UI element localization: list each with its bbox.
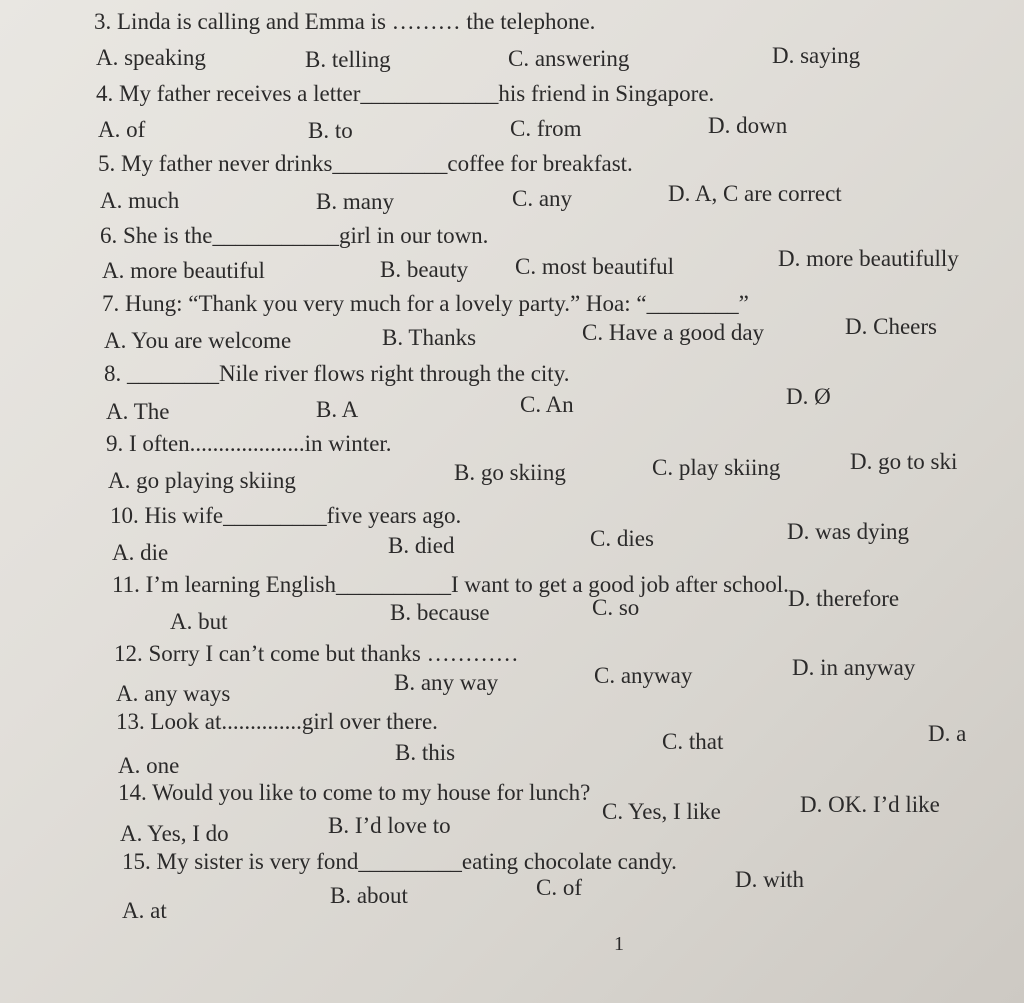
question-11-option-c: C. so bbox=[592, 595, 640, 620]
question-13-option-d: D. a bbox=[928, 721, 967, 746]
question-11-option-b: B. because bbox=[390, 600, 490, 625]
question-8-option-a: A. The bbox=[106, 399, 170, 424]
question-3-option-a: A. speaking bbox=[96, 45, 206, 70]
question-14-option-d: D. OK. I’d like bbox=[800, 792, 940, 817]
question-10-option-c: C. dies bbox=[590, 526, 654, 551]
question-7-stem: 7. Hung: “Thank you very much for a lovely party.” Hoa: “________” bbox=[102, 291, 749, 316]
question-15-option-d: D. with bbox=[735, 867, 804, 892]
question-14-option-a: A. Yes, I do bbox=[120, 821, 229, 846]
question-6-option-a: A. more beautiful bbox=[102, 258, 265, 283]
question-11-stem: 11. I’m learning English__________I want to get a good job after school. bbox=[112, 572, 789, 597]
question-12-stem: 12. Sorry I can’t come but thanks ………… bbox=[114, 641, 519, 666]
question-9-option-a: A. go playing skiing bbox=[108, 468, 296, 493]
question-10-option-a: A. die bbox=[112, 540, 169, 565]
question-12-option-b: B. any way bbox=[394, 670, 499, 695]
question-3-option-d: D. saying bbox=[772, 43, 861, 68]
question-10-stem: 10. His wife_________five years ago. bbox=[110, 503, 462, 528]
question-6-stem: 6. She is the___________girl in our town. bbox=[100, 223, 489, 248]
question-5-option-c: C. any bbox=[512, 186, 573, 211]
question-11-option-a: A. but bbox=[170, 609, 228, 634]
question-13-option-c: C. that bbox=[662, 729, 724, 754]
question-7-option-b: B. Thanks bbox=[382, 325, 477, 350]
page-number: 1 bbox=[614, 933, 624, 955]
question-3-stem: 3. Linda is calling and Emma is ……… the telephone. bbox=[94, 9, 596, 34]
question-8-option-c: C. An bbox=[520, 392, 574, 417]
question-4-option-c: C. from bbox=[510, 116, 582, 141]
question-4-option-b: B. to bbox=[308, 118, 353, 143]
question-4-option-d: D. down bbox=[708, 113, 788, 138]
question-6-option-d: D. more beautifully bbox=[778, 246, 959, 271]
question-14-option-b: B. I’d love to bbox=[328, 813, 451, 838]
question-9-option-b: B. go skiing bbox=[454, 460, 566, 485]
question-15-option-a: A. at bbox=[122, 898, 167, 923]
question-5-option-a: A. much bbox=[100, 188, 180, 213]
question-8-stem: 8. ________Nile river flows right through the city. bbox=[104, 361, 570, 386]
question-12-option-d: D. in anyway bbox=[792, 655, 916, 680]
question-3-option-b: B. telling bbox=[305, 47, 391, 72]
question-12-option-a: A. any ways bbox=[116, 681, 231, 706]
question-7-option-c: C. Have a good day bbox=[582, 320, 765, 345]
question-8-option-b: B. A bbox=[316, 397, 359, 422]
question-11-option-d: D. therefore bbox=[788, 586, 900, 611]
question-7-option-a: A. You are welcome bbox=[104, 328, 292, 353]
question-5-option-b: B. many bbox=[316, 189, 394, 214]
question-4-stem: 4. My father receives a letter____________his friend in Singapore. bbox=[96, 81, 715, 106]
question-13-option-b: B. this bbox=[395, 740, 456, 765]
question-5-stem: 5. My father never drinks__________coffee for breakfast. bbox=[98, 151, 633, 176]
question-13-stem: 13. Look at..............girl over there. bbox=[116, 709, 438, 734]
question-6-option-c: C. most beautiful bbox=[515, 254, 675, 279]
question-12-option-c: C. anyway bbox=[594, 663, 693, 688]
question-9-option-c: C. play skiing bbox=[652, 455, 781, 480]
question-6-option-b: B. beauty bbox=[380, 257, 469, 282]
question-14-option-c: C. Yes, I like bbox=[602, 799, 721, 824]
question-9-option-d: D. go to ski bbox=[850, 449, 958, 474]
question-15-stem: 15. My sister is very fond_________eating chocolate candy. bbox=[122, 849, 677, 874]
question-9-stem: 9. I often....................in winter. bbox=[106, 431, 392, 456]
question-10-option-b: B. died bbox=[388, 533, 455, 558]
question-15-option-c: C. of bbox=[536, 875, 582, 900]
question-3-option-c: C. answering bbox=[508, 46, 630, 71]
question-10-option-d: D. was dying bbox=[787, 519, 910, 544]
question-13-option-a: A. one bbox=[118, 753, 180, 778]
question-4-option-a: A. of bbox=[98, 117, 146, 142]
question-14-stem: 14. Would you like to come to my house for lunch? bbox=[118, 780, 591, 805]
question-5-option-d: D. A, C are correct bbox=[668, 181, 842, 206]
question-8-option-d: D. Ø bbox=[786, 384, 831, 409]
question-7-option-d: D. Cheers bbox=[845, 314, 937, 339]
question-15-option-b: B. about bbox=[330, 883, 408, 908]
